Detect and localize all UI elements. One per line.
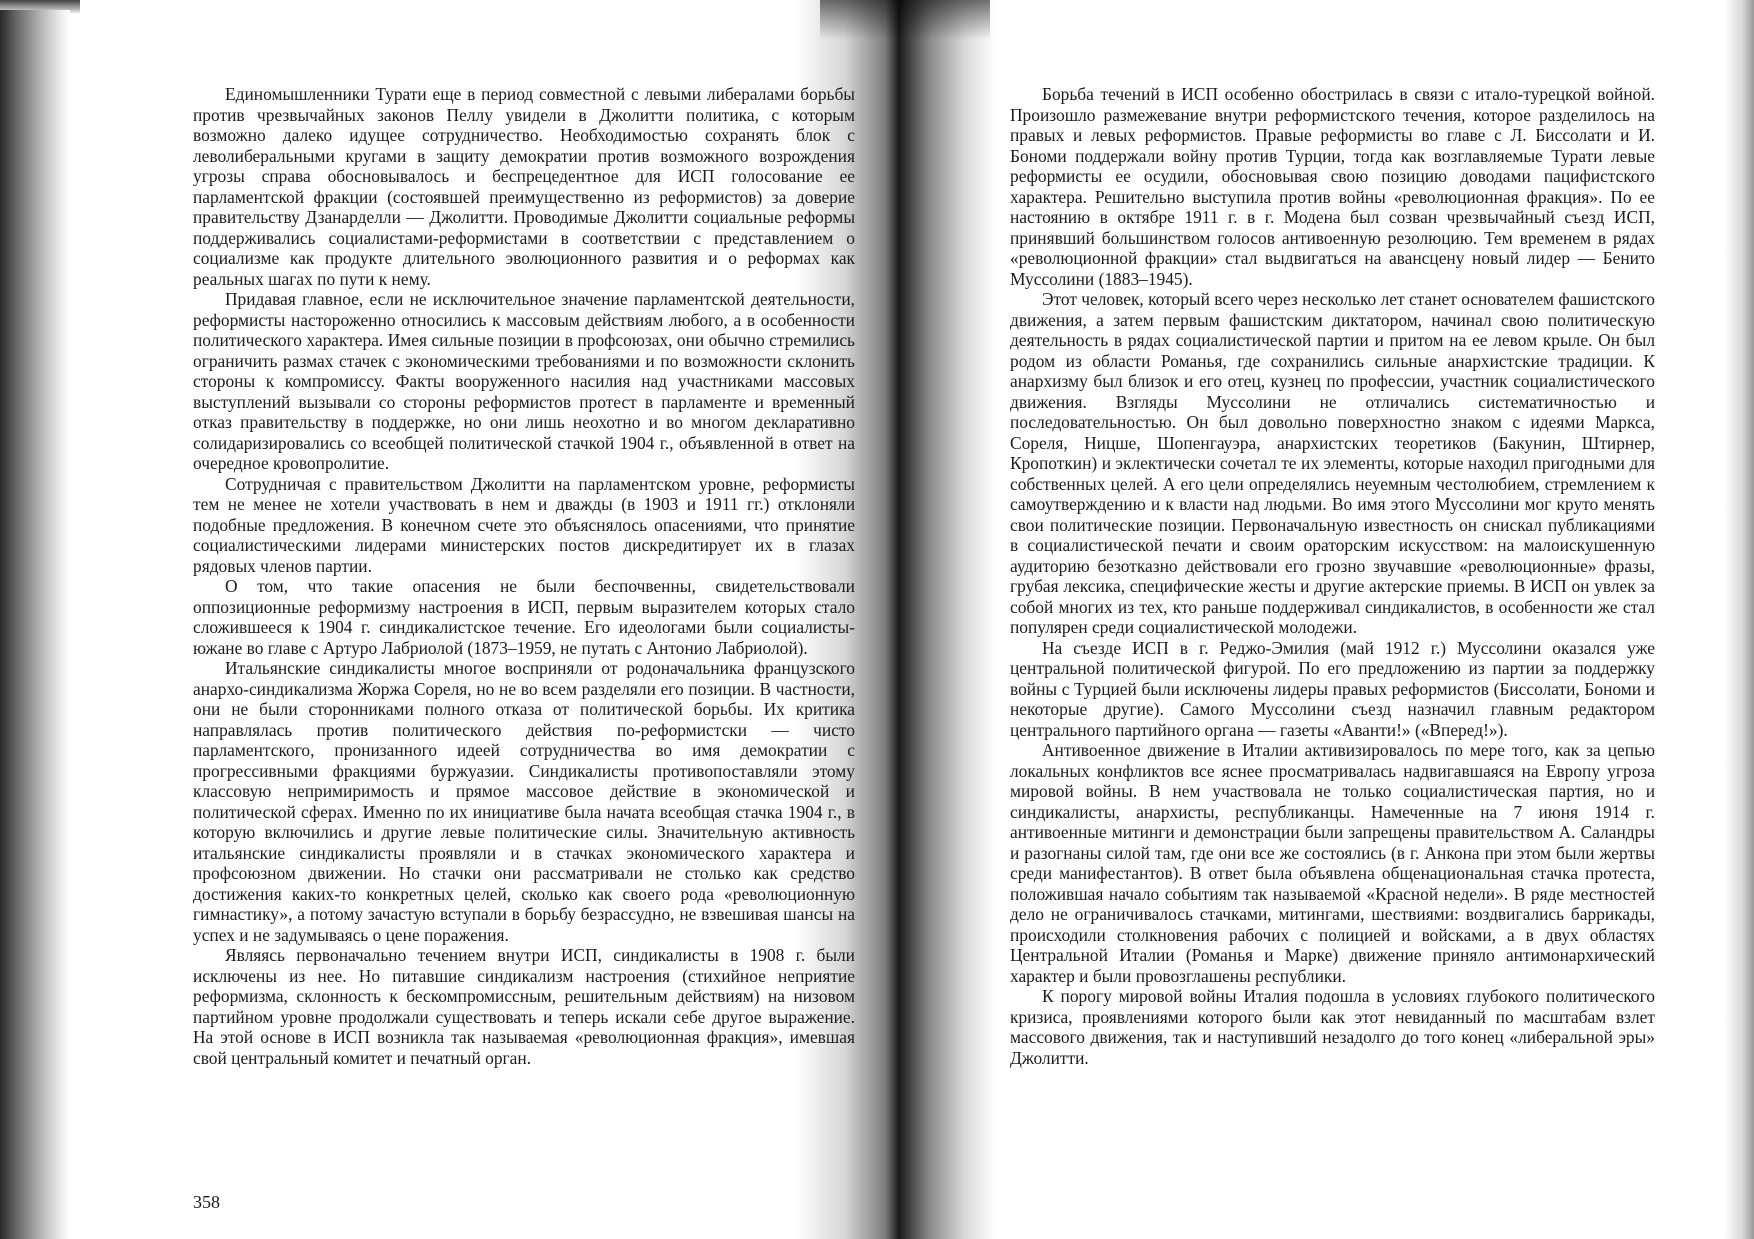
- paragraph: Сотрудничая с правительством Джолитти на парламентском уровне, реформисты тем не менее не хотели участвовать в нем и дважды (в 1903 и 1911 гг.) отклоняли подобные предложения. В конечном счете это объяснялось опасениями, что принятие социалистическими лидерами министерских постов дискредитирует их в глазах рядовых членов партии.: [193, 473, 855, 576]
- paragraph: Антивоенное движение в Италии активизировалось по мере того, как за цепью локальных конфликтов все яснее просматривалась надвигавшаяся на Европу угроза мировой войны. В нем участвовала не только социалистическая партия, но и синдикалисты, анархисты, республиканцы. Намеченные на 7 июня 1914 г. антивоенные митинги и демонстрации были запрещены правительством А. Саландры и разогнаны силой там, где они все же состоялись (в г. Анкона при этом были жертвы среди манифестантов). В ответ была объявлена общенациональная стачка протеста, положившая начало событиям так называемой «Красной недели». В ряде местностей дело не ограничивалось стачками, митингами, шествиями: воздвигались баррикады, происходили столкновения рабочих с полицией и войсками, а в двух областях Центральной Италии (Романья и Марке) движение приняло антимонархический характер и были провозглашены республики.: [1010, 740, 1655, 986]
- paragraph: Единомышленники Турати еще в период совместной с левыми либералами борьбы против чрезвычайных законов Пеллу увидели в Джолитти политика, с которым возможно далеко идущее сотрудничество. Необходимостью сохранять блок с леволиберальными кругами в защиту демократии против возможного возрождения угрозы справа обосновывалось и беспрецедентное для ИСП голосование ее парламентской фракции (состоявшей преимущественно из реформистов) за доверие правительству Дзанарделли — Джолитти. Проводимые Джолитти социальные реформы поддерживались социалистами-реформистами в соответствии с представлением о социализме как продукте длительного эволюционного развития и о реформах как реальных шагах по пути к нему.: [193, 84, 855, 289]
- left-page-text: [193, 84, 855, 1068]
- paragraph: Борьба течений в ИСП особенно обострилась в связи с итало-турецкой войной. Произошло размежевание внутри реформистского течения, которое разделилось на правых и левых реформистов. Правые реформисты во главе с Л. Биссолати и И. Бономи поддержали войну против Турции, тогда как возглавляемые Турати левые реформисты ее осудили, обосновывая свою позицию доводами пацифистского характера. Решительно выступила против войны «революционная фракция». По ее настоянию в октябре 1911 г. в г. Модена был созван чрезвычайный съезд ИСП, принявший большинством голосов антивоенную резолюцию. Тем временем в рядах «революционной фракции» стал выдвигаться на авансцену новый лидер — Бенито Муссолини (1883–1945).: [1010, 84, 1655, 289]
- paragraph: О том, что такие опасения не были беспочвенны, свидетельствовали оппозиционные реформизму настроения в ИСП, первым выразителем которых стало сложившееся к 1904 г. синдикалистское течение. Его идеологами были социалисты-южане во главе с Артуро Лабриолой (1873–1959, не путать с Антонио Лабриолой).: [193, 576, 855, 658]
- paragraph: Придавая главное, если не исключительное значение парламентской деятельности, реформисты настороженно относились к массовым действиям любого, а в особенности политического характера. Имея сильные позиции в профсоюзах, они обычно стремились ограничить размах стачек с экономическими требованиями и по возможности склонить стороны к компромиссу. Факты вооруженного насилия над участниками массовых выступлений вызывали со стороны реформистов протест в парламенте и временный отказ правительству в поддержке, но они лишь неохотно и во многом декларативно солидаризировались со всеобщей политической стачкой 1904 г., объявленной в ответ на очередное кровопролитие.: [193, 289, 855, 473]
- page-edge-shadow-right: [1724, 0, 1754, 1239]
- paragraph: Итальянские синдикалисты многое восприняли от родоначальника французского анархо-синдикализма Жоржа Сореля, но не во всем разделяли его позиции. В частности, они не были сторонниками полного отказа от политической борьбы. Их критика направлялась против политического действия по-реформистски — чисто парламентского, пронизанного идеей сотрудничества во имя демократии с прогрессивными фракциями буржуазии. Синдикалисты противопоставляли этому классовую непримиримость и прямое массовое действие в экономической и политической сферах. Именно по их инициативе была начата всеобщая стачка 1904 г., в которую включились и другие левые политические силы. Значительную активность итальянские синдикалисты проявляли и в стачках экономического характера и профсоюзном движении. Но стачки они рассматривали не столько как средство достижения каких-то конкретных целей, сколько как своего рода «революционную гимнастику», а потому зачастую вступали в борьбу безрассудно, не взвешивая шансы на успех и не задумываясь о цене поражения.: [193, 658, 855, 945]
- right-page-text: [1010, 84, 1655, 1068]
- paragraph: Этот человек, который всего через несколько лет станет основателем фашистского движения, а затем первым фашистским диктатором, начинал свою политическую деятельность в рядах социалистической партии и притом на ее левом крыле. Он был родом из области Романья, где сохранились сильные анархистские традиции. К анархизму был близок и его отец, кузнец по профессии, участник социалистического движения. Взгляды Муссолини не отличались систематичностью и последовательностью. Он был довольно поверхностно знаком с идеями Маркса, Сореля, Ницше, Шопенгауэра, анархистских теоретиков (Бакунин, Штирнер, Кропоткин) и эклектически сочетал те их элементы, которые находил пригодными для собственных целей. А его цели определялись неуемным честолюбием, стремлением к самоутверждению и к власти над людьми. Во имя этого Муссолини мог круто менять свои политические позиции. Первоначальную известность он снискал публикациями в социалистической печати и своим ораторским искусством: на малоискушенную аудиторию безотказно действовали его грозно звучавшие «революционные» фразы, грубая лексика, специфические жесты и другие актерские приемы. В ИСП он увлек за собой многих из тех, кто раньше поддерживал синдикалистов, в особенности же стал популярен среди социалистической молодежи.: [1010, 289, 1655, 637]
- page-number: 358: [193, 1192, 220, 1212]
- paragraph: К порогу мировой войны Италия подошла в условиях глубокого политического кризиса, проявлениями которого были как этот невиданный по масштабам взлет массового движения, так и наступивший незадолго до того конец «либеральной эры» Джолитти.: [1010, 986, 1655, 1068]
- gutter-top-shadow: [820, 0, 990, 40]
- page-edge-shadow-left: [0, 10, 70, 1239]
- paragraph: Являясь первоначально течением внутри ИСП, синдикалисты в 1908 г. были исключены из нее. Но питавшие синдикализм настроения (стихийное неприятие реформизма, склонность к бескомпромиссным, решительным действиям) на низовом партийном уровне продолжали существовать и теперь искали себе другое выражение. На этой основе в ИСП возникла так называемая «революционная фракция», имевшая свой центральный комитет и печатный орган.: [193, 945, 855, 1068]
- paragraph: На съезде ИСП в г. Реджо-Эмилия (май 1912 г.) Муссолини оказался уже центральной политической фигурой. По его предложению из партии за поддержку войны с Турцией были исключены лидеры правых реформистов (Биссолати, Бономи и некоторые другие). Самого Муссолини съезд назначил главным редактором центрального партийного органа — газеты «Аванти!» («Вперед!»).: [1010, 637, 1655, 740]
